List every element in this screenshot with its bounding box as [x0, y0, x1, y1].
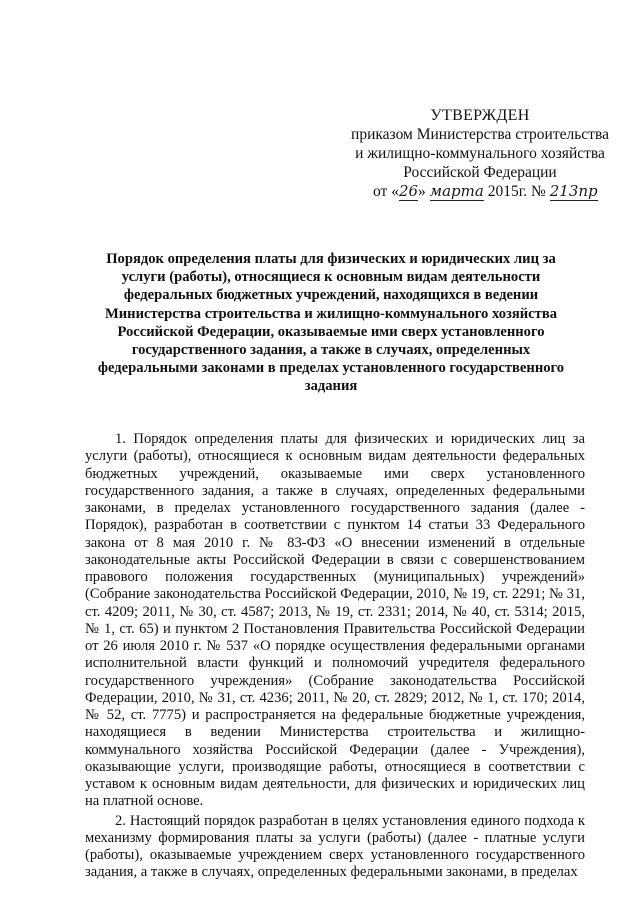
approval-line-1: приказом Министерства строительства [351, 126, 609, 143]
date-month: марта [429, 182, 484, 200]
approval-line-3: Российской Федерации [403, 164, 557, 181]
document-body [85, 431, 585, 884]
date-day: 26 [398, 182, 419, 200]
approval-line-2: и жилищно-коммунального хозяйства [355, 145, 605, 162]
document-title: Порядок определения платы для физических и юридических лиц за услуги (работы), относящиеся к основным видам деятельности федеральных бюджетных учреждений, находящихся в ведении Министерства строительства и жилищно-коммунального хозяйства Российской Федерации, оказываемые ими сверх установленного государственного задания, а также в случаях, определенных федеральными законами в пределах установленного государственного задания [97, 251, 565, 395]
date-separator: » [418, 183, 430, 200]
date-year: 2015г. № [483, 183, 550, 200]
order-number: 213пр [549, 182, 598, 200]
date-prefix: от « [373, 183, 399, 200]
paragraph-2: 2. Настоящий порядок разработан в целях установления единого подхода к механизму формирования платы за услуги (работы) (далее - платные услуги (работы), оказываемые учреждением сверх установленного государственного задания, а также в случаях, определенных федеральными законами, в пределах [85, 812, 585, 881]
approval-title: УТВЕРЖДЕН [430, 107, 530, 124]
approval-block [330, 106, 630, 201]
approval-date-line [330, 182, 630, 201]
paragraph-1: 1. Порядок определения платы для физических и юридических лиц за услуги (работы), относящиеся к основным видам деятельности федеральных бюджетных учреждений, оказываемые ими сверх установленного государственного задания, а также в случаях, определенных федеральными законами, в пределах установленного государственного задания (далее - Порядок), разработан в соответствии с пунктом 14 статьи 33 Федерального закона от 8 мая 2010 г. № 83-ФЗ «О внесении изменений в отдельные законодательные акты Российской Федерации в связи с совершенствованием правового положения государственных (муниципальных) учреждений» (Собрание законодательства Российской Федерации, 2010, № 19, ст. 2291; № 31, ст. 4209; 2011, № 30, ст. 4587; 2013, № 19, ст. 2331; 2014, № 40, ст. 5314; 2015, № 1, ст. 65) и пунктом 2 Постановления Правительства Российской Федерации от 26 июля 2010 г. № 537 «О порядке осуществления федеральными органами исполнительной власти функций и полномочий учредителя федерального государственного учреждения» (Собрание законодательства Российской Федерации, 2010, № 31, ст. 4236; 2011, № 20, ст. 2829; 2012, № 1, ст. 170; 2014, № 52, ст. 7775) и распространяется на федеральные бюджетные учреждения, находящиеся в ведении Министерства строительства и жилищно-коммунального хозяйства Российской Федерации (далее - Учреждения), оказывающие услуги, производящие работы, относящиеся в соответствии с уставом к основным видам деятельности, для физических и юридических лиц на платной основе. [85, 431, 585, 810]
